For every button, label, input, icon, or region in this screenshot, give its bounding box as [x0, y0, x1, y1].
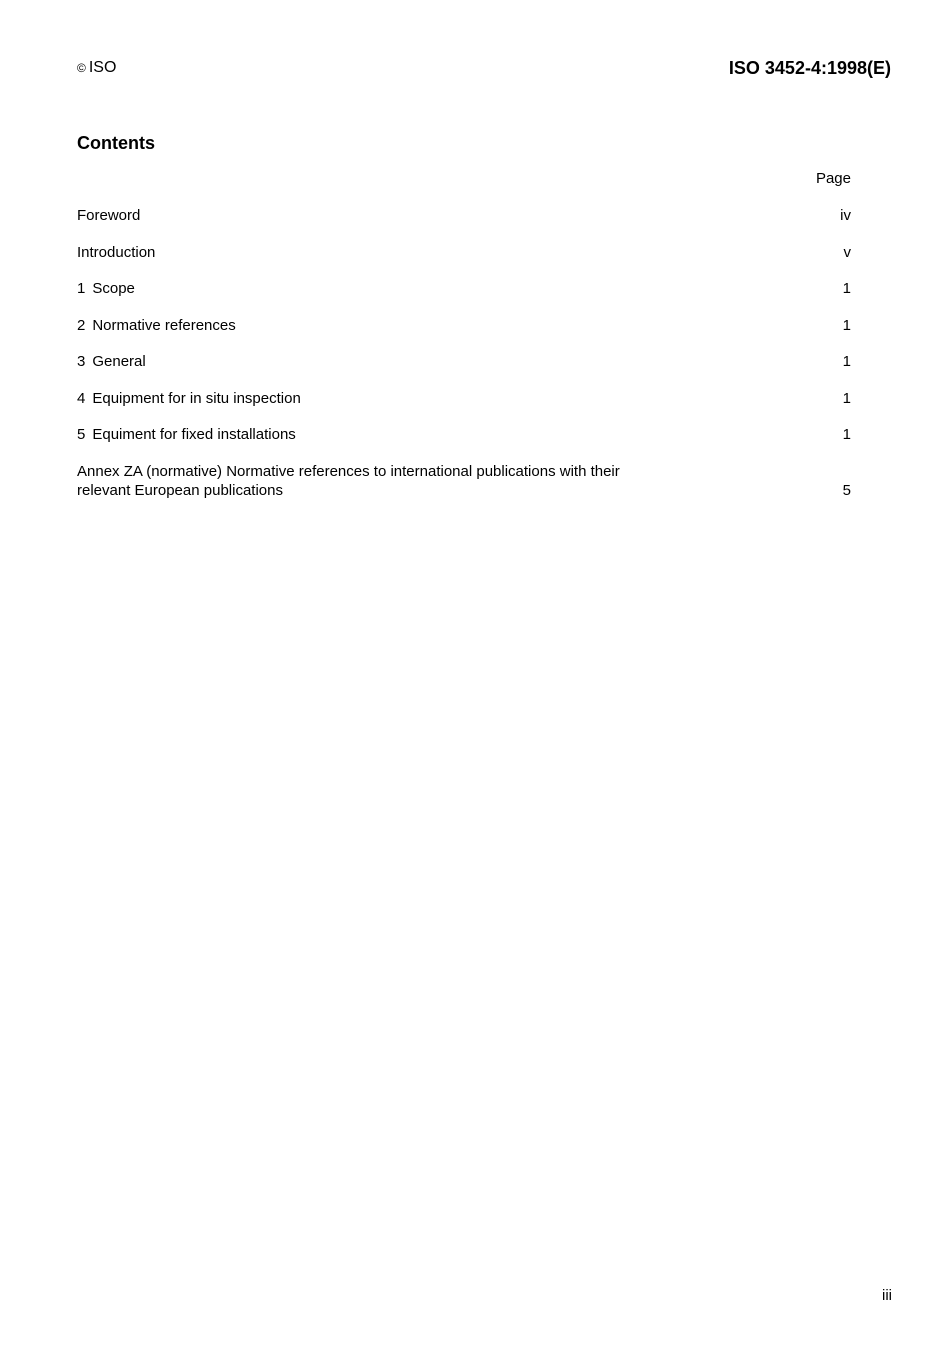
- header-publisher: [77, 59, 116, 77]
- toc-entry-number: 2: [77, 316, 86, 334]
- toc-entry-foreword[interactable]: [77, 206, 851, 225]
- toc-entry-page: iv: [840, 207, 851, 224]
- toc-entry-page: 1: [842, 426, 851, 443]
- toc-entry-number: 1: [77, 280, 86, 297]
- toc-entry-title: Introduction: [77, 243, 156, 261]
- toc-entry-equipment-in-situ[interactable]: [77, 389, 851, 408]
- copyright-symbol: ©: [77, 61, 86, 75]
- toc-entry-number: 3: [77, 353, 86, 370]
- toc-entry-number: 4: [77, 389, 86, 407]
- publisher-name: ISO: [88, 59, 117, 76]
- toc-entry-number: 5: [77, 426, 86, 443]
- toc-entry-page: 1: [842, 389, 851, 407]
- toc-entry-title: Scope: [92, 280, 135, 297]
- toc-entry-page: 1: [842, 353, 851, 370]
- toc-entry-title: General: [92, 353, 146, 370]
- page-column-label: Page: [815, 170, 851, 187]
- toc-entry-page: v: [843, 243, 851, 261]
- page-number: iii: [882, 1287, 892, 1304]
- toc-entry-general[interactable]: [77, 352, 851, 371]
- toc-entry-title: Equiment for fixed installations: [92, 426, 296, 443]
- toc-entry-title: Normative references: [92, 316, 236, 334]
- toc-entry-scope[interactable]: [77, 279, 851, 298]
- toc-entry-fixed-installations[interactable]: [77, 425, 851, 444]
- toc-entry-annex-za[interactable]: [77, 462, 851, 500]
- toc-entry-title: Annex ZA (normative) Normative references to international publications with their relevant European publications: [77, 462, 620, 499]
- toc-entry-page: 1: [842, 280, 851, 297]
- contents-title: Contents: [77, 133, 155, 153]
- toc-entry-title: Equipment for in situ inspection: [92, 389, 301, 407]
- standard-id: ISO 3452-4:1998(E): [728, 58, 891, 78]
- toc-entry-page: 1: [842, 316, 851, 334]
- toc-entry-title: Foreword: [77, 207, 141, 224]
- toc-entry-page: 5: [842, 481, 851, 499]
- toc-entry-introduction[interactable]: [77, 243, 851, 262]
- toc-entry-normative-references[interactable]: [77, 316, 851, 335]
- table-of-contents: [77, 206, 851, 517]
